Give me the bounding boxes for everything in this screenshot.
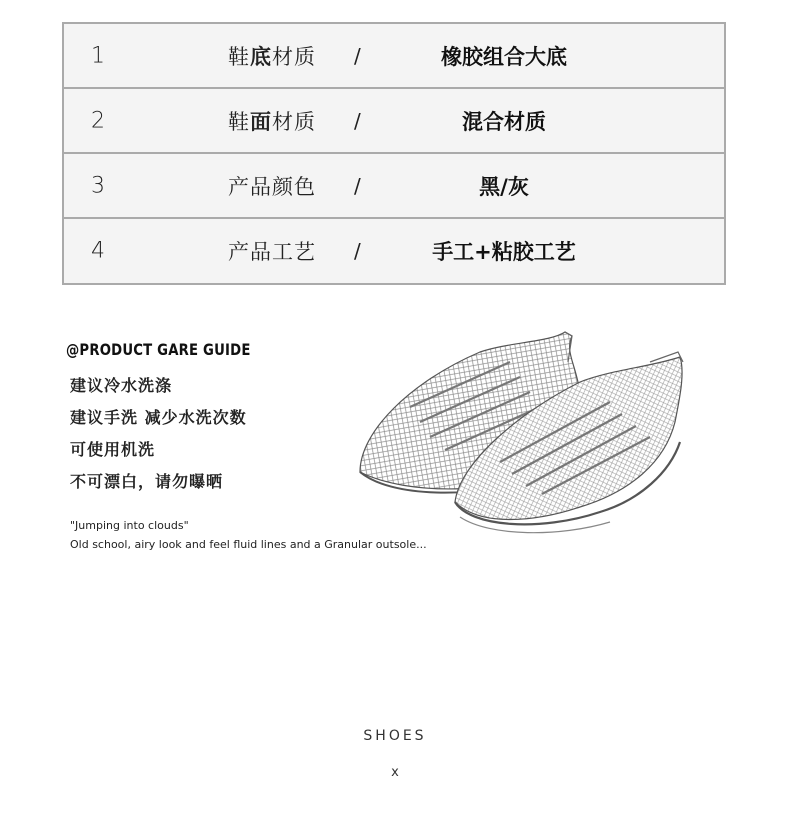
footer-mark: x	[391, 765, 399, 780]
spec-separator: /	[354, 43, 361, 68]
care-guide-item: 建议冷水洗涤	[70, 376, 173, 395]
spec-row-color	[64, 154, 724, 219]
spec-number: 2	[91, 108, 105, 133]
footer-shoes-label: SHOES	[363, 728, 427, 744]
spec-number: 4	[91, 238, 105, 264]
tagline-text: Old school, airy look and feel fluid lines and a Granular outsole...	[70, 538, 427, 551]
spec-value: 手工+粘胶工艺	[432, 240, 576, 264]
spec-separator: /	[354, 239, 361, 263]
care-guide-list	[70, 374, 247, 502]
spec-label: 鞋面材质	[228, 109, 316, 134]
spec-row-upper	[64, 89, 724, 154]
care-guide-item: 不可漂白，请勿曝晒	[70, 472, 224, 491]
care-guide-item: 可使用机洗	[70, 440, 156, 459]
shoe-sketch-image	[350, 322, 695, 552]
spec-separator: /	[354, 173, 361, 198]
spec-value: 黑/灰	[479, 174, 529, 199]
spec-row-craft	[64, 219, 724, 283]
tagline-quote: "Jumping into clouds"	[70, 519, 189, 532]
care-guide-item: 建议手洗 减少水洗次数	[70, 408, 247, 427]
spec-value: 橡胶组合大底	[441, 44, 567, 69]
care-guide-title: @PRODUCT GARE GUIDE	[66, 340, 251, 359]
spec-label: 产品工艺	[228, 240, 316, 264]
spec-row-sole	[64, 24, 724, 89]
spec-table	[62, 22, 726, 285]
spec-number: 1	[91, 43, 105, 68]
spec-separator: /	[354, 108, 361, 133]
spec-value: 混合材质	[462, 109, 546, 134]
spec-label: 鞋底材质	[228, 44, 316, 69]
spec-label: 产品颜色	[228, 174, 316, 199]
spec-number: 3	[91, 173, 105, 198]
